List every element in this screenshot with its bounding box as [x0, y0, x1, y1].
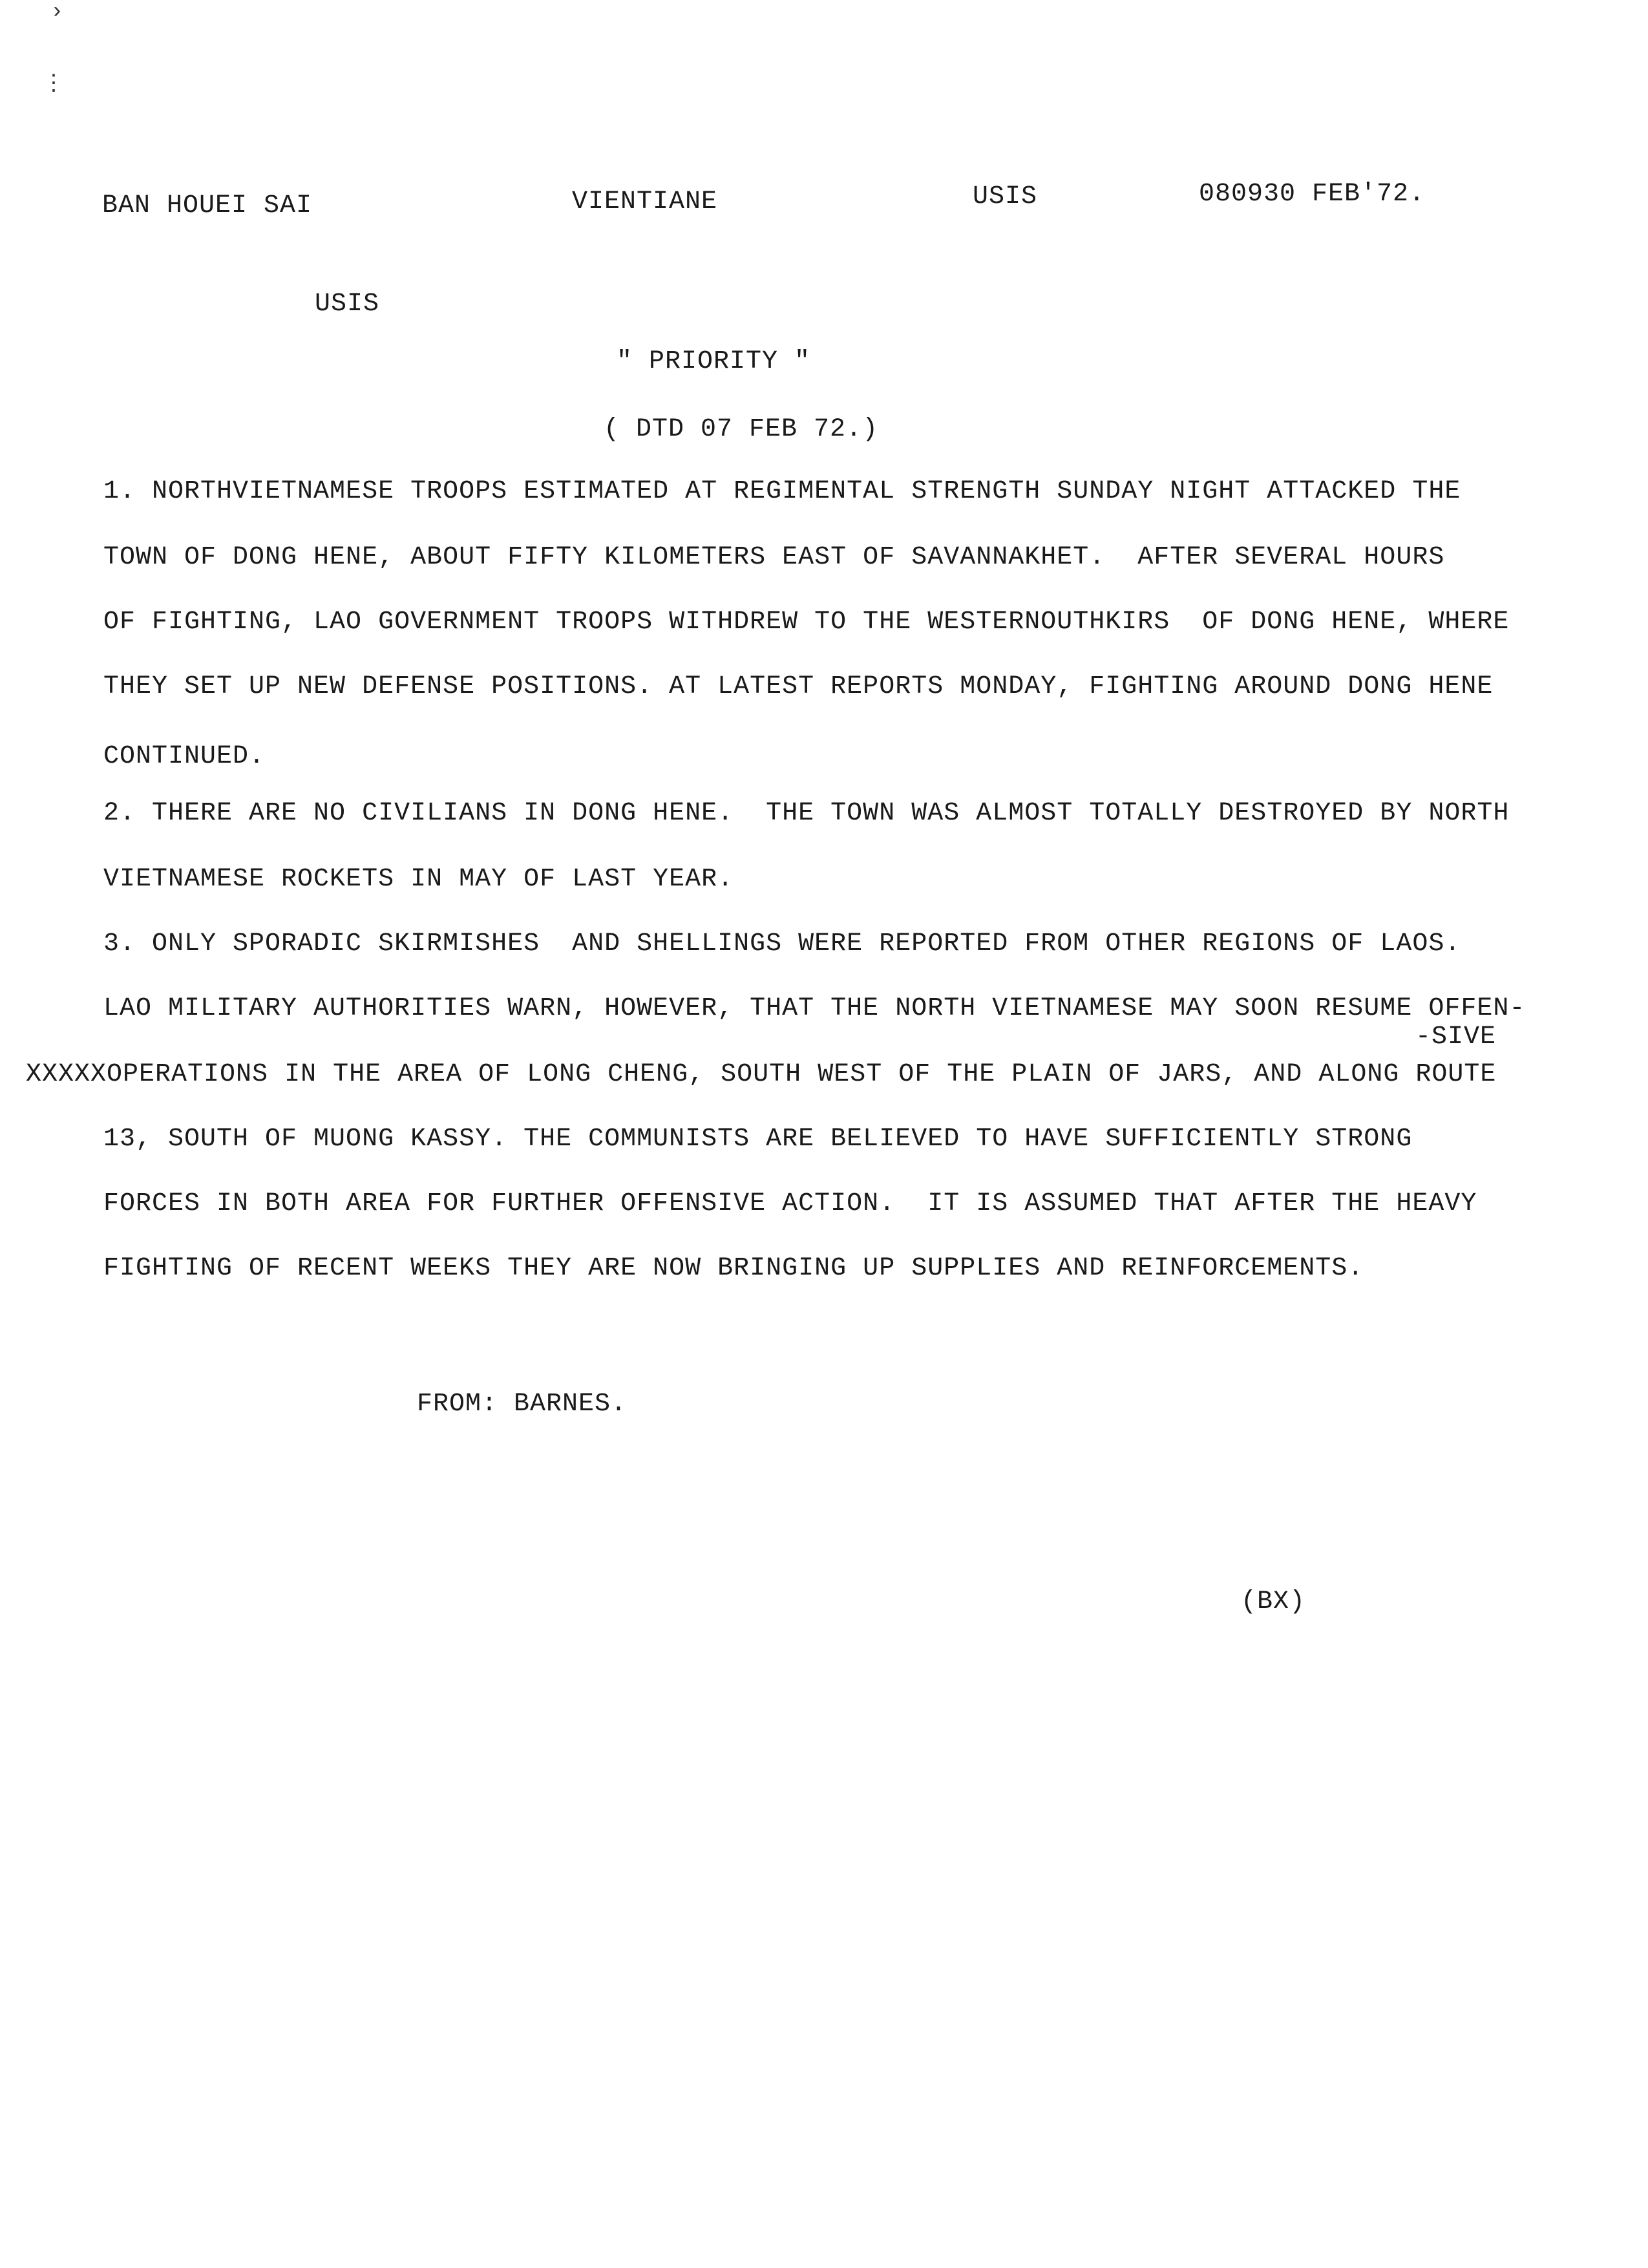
body-line: TOWN OF DONG HENE, ABOUT FIFTY KILOMETERS EAST OF SAVANNAKHET. AFTER SEVERAL HOURS	[103, 543, 1445, 572]
body-line: 2. THERE ARE NO CIVILIANS IN DONG HENE. THE TOWN WAS ALMOST TOTALLY DESTROYED BY NORTH	[103, 799, 1510, 828]
body-line-correction: -SIVE	[1415, 1023, 1497, 1052]
body-line: VIETNAMESE ROCKETS IN MAY OF LAST YEAR.	[103, 865, 734, 894]
body-line: THEY SET UP NEW DEFENSE POSITIONS. AT LATEST REPORTS MONDAY, FIGHTING AROUND DONG HENE	[103, 672, 1494, 701]
body-line: 3. ONLY SPORADIC SKIRMISHES AND SHELLINGS WERE REPORTED FROM OTHER REGIONS OF LAOS.	[103, 929, 1461, 959]
date-line: ( DTD 07 FEB 72.)	[604, 415, 879, 444]
corner-pen-mark-2: ⋮	[43, 72, 65, 97]
body-line: CONTINUED.	[103, 742, 266, 771]
body-line: OF FIGHTING, LAO GOVERNMENT TROOPS WITHDREW TO THE WESTERNOUTHKIRS OF DONG HENE, WHERE	[103, 608, 1510, 637]
origin-station: BAN HOUEI SAI	[102, 191, 313, 220]
priority-label: " PRIORITY "	[617, 347, 811, 376]
body-line: 1. NORTHVIETNAMESE TROOPS ESTIMATED AT REGIMENTAL STRENGTH SUNDAY NIGHT ATTACKED THE	[103, 477, 1461, 506]
destination-station: VIENTIANE	[572, 187, 718, 217]
body-line: XXXXXOPERATIONS IN THE AREA OF LONG CHENG, SOUTH WEST OF THE PLAIN OF JARS, AND ALONG ROUTE	[26, 1060, 1497, 1089]
date-time-group: 080930 FEB'72.	[1199, 180, 1426, 209]
body-line: LAO MILITARY AUTHORITIES WARN, HOWEVER, THAT THE NORTH VIETNAMESE MAY SOON RESUME OFFEN-	[103, 994, 1526, 1023]
addressee: USIS	[315, 290, 380, 319]
body-line: FORCES IN BOTH AREA FOR FURTHER OFFENSIVE ACTION. IT IS ASSUMED THAT AFTER THE HEAVY	[103, 1189, 1477, 1218]
operator-initials: (BX)	[1241, 1587, 1306, 1616]
signature: FROM: BARNES.	[417, 1390, 628, 1419]
agency-code: USIS	[973, 182, 1038, 211]
corner-pen-mark: ›	[50, 0, 64, 25]
body-line: FIGHTING OF RECENT WEEKS THEY ARE NOW BRINGING UP SUPPLIES AND REINFORCEMENTS.	[103, 1254, 1364, 1283]
body-line: 13, SOUTH OF MUONG KASSY. THE COMMUNISTS ARE BELIEVED TO HAVE SUFFICIENTLY STRONG	[103, 1125, 1413, 1154]
